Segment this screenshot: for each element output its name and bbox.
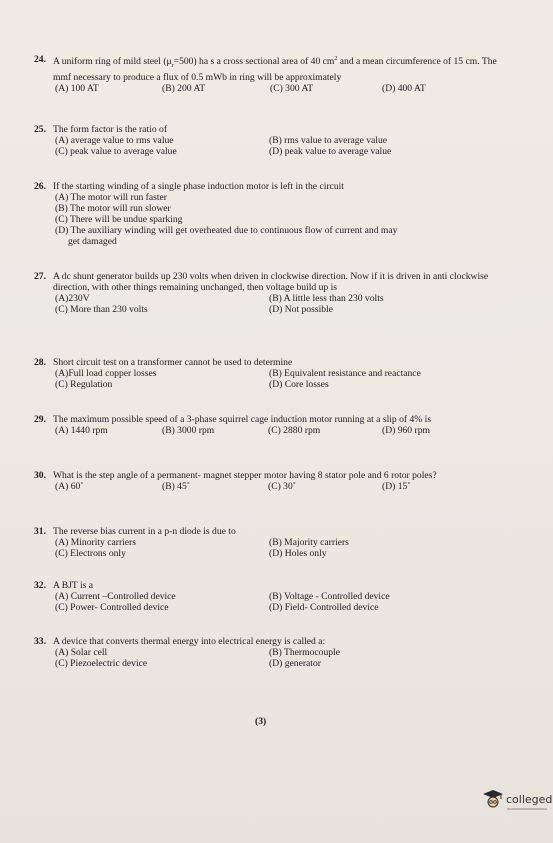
option-b: (B) Majority carriers — [269, 537, 349, 548]
option-d-continued: get damaged — [68, 236, 117, 247]
option-a: (A)230V — [55, 293, 90, 304]
option-a: (A) average value to rms value — [55, 135, 174, 146]
option-b: (B) rms value to average value — [269, 135, 388, 146]
options — [34, 83, 509, 94]
question-29 — [34, 414, 509, 436]
option-a: (A)Full load copper losses — [55, 368, 157, 379]
option-c: (C) Regulation — [55, 379, 113, 390]
option-a: (A) 1440 rpm — [55, 425, 108, 436]
watermark-text: colleged — [506, 792, 553, 806]
question-number: 29. — [34, 414, 46, 425]
option-c: (C) Electrons only — [55, 548, 126, 559]
option-d: (D) Core losses — [269, 379, 329, 390]
option-a: (A) 60˚ — [55, 481, 84, 492]
question-number: 30. — [34, 470, 46, 481]
question-27 — [34, 271, 509, 315]
option-c: (C) Power- Controlled device — [55, 602, 169, 613]
question-text: A uniform ring of mild steel $(\mu_r=500)$ ha s a cross sectional area of 40 $cm^2$ and a mean circumference of 15 cm. The mmf necessary to produce a flux of 0.5 mWb in ring will be approximately — [53, 56, 497, 84]
option-b: (B) Thermocouple — [269, 647, 340, 658]
option-d: (D) peak value to average value — [269, 146, 392, 157]
option-c: (C) Piezoelectric device — [55, 658, 148, 669]
question-33 — [34, 636, 509, 669]
option-b: (B) Equivalent resistance and reactance — [269, 368, 421, 379]
question-text: Short circuit test on a transformer cannot be used to determine — [53, 357, 293, 368]
question-26 — [34, 181, 509, 247]
option-d: (D) Field- Controlled device — [269, 602, 379, 613]
option-c: (C) There will be undue sparking — [55, 214, 183, 225]
question-text: A dc shunt generator builds up 230 volts when driven in clockwise direction. Now if it is driven in anti clockwise direction, with other things remaining unchanged, then voltage build up is — [53, 271, 489, 293]
question-text: A BJT is a — [53, 580, 94, 591]
question-number: 25. — [34, 124, 46, 135]
page-number: (3) — [255, 716, 267, 727]
option-d: (D) The auxiliary winding will get overheated due to continuous flow of current and may — [55, 225, 398, 236]
question-32 — [34, 580, 509, 613]
question-25 — [34, 124, 509, 157]
option-c: (C) peak value to average value — [55, 146, 177, 157]
option-b: (B) Voltage - Controlled device — [269, 591, 390, 602]
question-number: 26. — [34, 181, 46, 192]
option-a: (A) The motor will run faster — [55, 192, 167, 203]
option-c: (C) 30˚ — [268, 481, 296, 492]
option-c: (C) More than 230 volts — [55, 304, 148, 315]
option-d: (D) 15˚ — [382, 481, 411, 492]
option-d: (D) 960 rpm — [382, 425, 430, 436]
question-number: 24. — [34, 54, 46, 65]
question-31 — [34, 526, 509, 559]
option-d: (D) 400 AT — [382, 83, 426, 95]
question-28 — [34, 357, 509, 390]
option-d: (D) Not possible — [269, 304, 333, 315]
question-number: 33. — [34, 636, 46, 647]
question-30 — [34, 470, 509, 492]
option-b: (B) A little less than 230 volts — [269, 293, 384, 304]
option-c: (C) 300 AT — [270, 83, 314, 95]
question-number: 32. — [34, 580, 46, 591]
option-b: (B) 45˚ — [162, 481, 190, 492]
option-d: (D) generator — [269, 658, 321, 669]
option-d: (D) Holes only — [269, 548, 327, 559]
question-number: 27. — [34, 271, 46, 282]
question-number: 28. — [34, 357, 46, 368]
question-24 — [34, 54, 509, 94]
option-a: (A) Current –Controlled device — [55, 591, 176, 602]
question-text: The maximum possible speed of a 3-phase squirrel cage induction motor running at a slip of 4% is — [53, 414, 432, 425]
option-c: (C) 2880 rpm — [268, 425, 321, 436]
question-text: If the starting winding of a single phase induction motor is left in the circuit — [53, 181, 344, 192]
option-a: (A) Solar cell — [55, 647, 108, 658]
option-a: (A) 100 AT — [55, 83, 99, 95]
option-b: (B) 200 AT — [162, 83, 206, 95]
question-text: The reverse bias current in a p-n diode is due to — [53, 526, 236, 537]
question-text: What is the step angle of a permanent- magnet stepper motor having 8 stator pole and 6 rotor poles? — [53, 470, 437, 481]
question-text: A device that converts thermal energy into electrical energy is called a: — [53, 636, 326, 647]
watermark-tagline — [507, 808, 547, 810]
graduate-icon — [482, 788, 504, 810]
question-number: 31. — [34, 526, 46, 537]
question-text: The form factor is the ratio of — [53, 124, 168, 135]
option-b: (B) 3000 rpm — [162, 425, 215, 436]
option-b: (B) The motor will run slower — [55, 203, 171, 214]
watermark-logo — [482, 788, 552, 810]
option-a: (A) Minority carriers — [55, 537, 136, 548]
